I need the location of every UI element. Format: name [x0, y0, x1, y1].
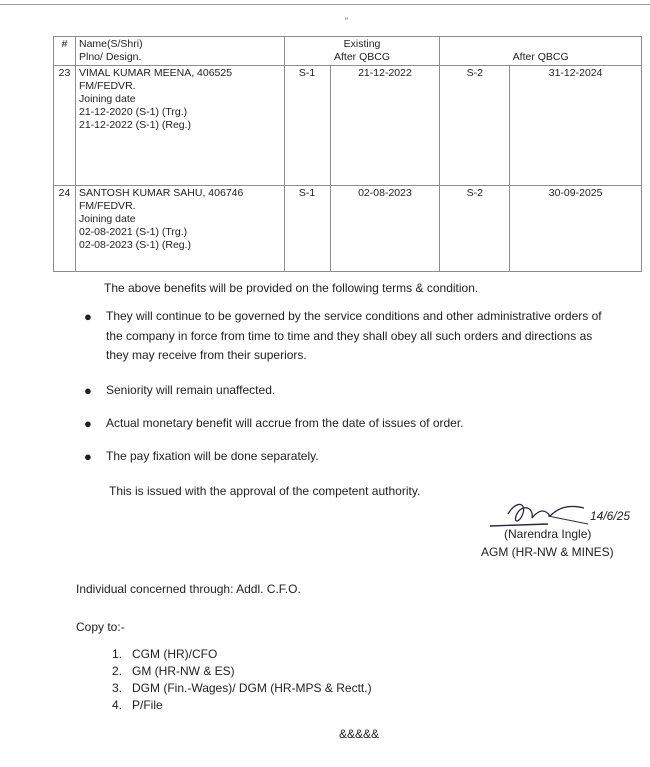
header-num: #: [54, 37, 76, 66]
row-name-cell: [75, 66, 284, 186]
table-header-row: [54, 37, 642, 66]
signatory-designation: AGM (HR-NW & MINES): [481, 545, 614, 559]
header-existing-line1: Existing: [343, 38, 381, 50]
row-num: 23: [54, 66, 76, 186]
bullet-text: They will continue to be governed by the service conditions and other administrative orders of the company in force from time to time and they shall obey all such orders and directions as they may receive from their superiors.: [106, 309, 602, 362]
bullet-text: Seniority will remain unaffected.: [106, 383, 276, 397]
list-item: 2. GM (HR-NW & ES): [112, 664, 235, 678]
joining-label: Joining date: [78, 93, 136, 105]
after-pay-level: S-2: [440, 186, 510, 272]
after-date: 30-09-2025: [510, 186, 642, 272]
existing-date: 21-12-2022: [330, 66, 440, 186]
bullet-text: The pay fixation will be done separately.: [106, 449, 319, 463]
bullet-dot-icon: ●: [84, 383, 92, 398]
copy-to-label: Copy to:-: [76, 620, 125, 634]
employee-name: SANTOSH KUMAR SAHU, 406746: [78, 187, 244, 199]
header-name-line1: Name(S/Shri): [78, 38, 143, 50]
terms-intro: The above benefits will be provided on the following terms & condition.: [104, 281, 479, 295]
existing-pay-level: S-1: [284, 186, 330, 272]
joining-date-regular: 02-08-2023 (S-1) (Reg.): [78, 239, 192, 251]
employee-designation: FM/FEDVR.: [78, 80, 136, 92]
existing-date: 02-08-2023: [330, 186, 440, 272]
after-date: 31-12-2024: [510, 66, 642, 186]
employee-name: VIMAL KUMAR MEENA, 406525: [78, 67, 233, 79]
joining-label: Joining date: [78, 213, 136, 225]
after-pay-level: S-2: [440, 66, 510, 186]
joining-date-training: 02-08-2021 (S-1) (Trg.): [78, 226, 188, 238]
benefits-table: [53, 36, 642, 272]
employee-designation: FM/FEDVR.: [78, 200, 136, 212]
approval-note: This is issued with the approval of the competent authority.: [109, 484, 421, 498]
bullet-dot-icon: ●: [84, 449, 92, 464]
header-name-line2: Plno/ Design.: [78, 51, 142, 63]
list-item: 4. P/File: [112, 698, 163, 712]
list-item: 1. CGM (HR)/CFO: [112, 647, 218, 661]
top-rule: [0, 4, 650, 5]
table-row: [54, 186, 642, 272]
header-existing-line2: After QBCG: [333, 51, 390, 63]
table-row: [54, 66, 642, 186]
existing-pay-level: S-1: [284, 66, 330, 186]
copy-list: [112, 646, 372, 714]
list-item: 3. DGM (Fin.-Wages)/ DGM (HR-MPS & Rectt.): [112, 681, 372, 695]
end-mark: &&&&&: [339, 727, 380, 741]
signature-date: 14/6/25: [590, 509, 631, 523]
row-name-cell: [75, 186, 284, 272]
individual-concerned: Individual concerned through: Addl. C.F.O.: [76, 582, 301, 596]
header-name: [75, 37, 284, 66]
page-mark: “: [345, 16, 348, 26]
joining-date-regular: 21-12-2022 (S-1) (Reg.): [78, 119, 192, 131]
bullet-dot-icon: ●: [84, 309, 92, 324]
joining-date-training: 21-12-2020 (S-1) (Trg.): [78, 106, 188, 118]
header-after: After QBCG: [440, 37, 642, 66]
bullet-text: Actual monetary benefit will accrue from the date of issues of order.: [106, 416, 464, 430]
bullet-dot-icon: ●: [84, 416, 92, 431]
header-existing: [284, 37, 440, 66]
signatory-name: (Narendra Ingle): [504, 527, 592, 541]
row-num: 24: [54, 186, 76, 272]
